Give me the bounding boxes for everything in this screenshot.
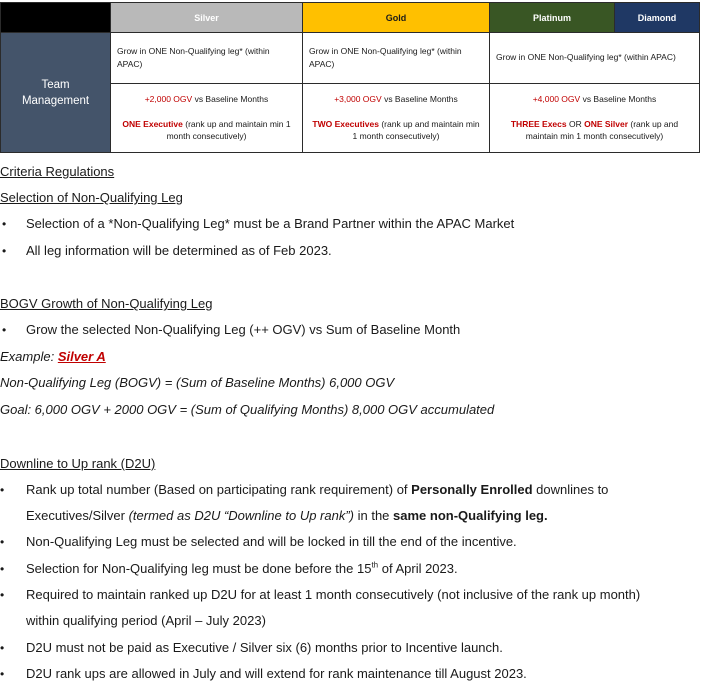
gold-ogv-cell [303,83,490,152]
platinum-exec-requirement-2: ONE Silver [584,119,629,130]
platinum-ogv-rest: vs Baseline Months [580,94,657,105]
platinum-grow-cell: Grow in ONE Non-Qualifying leg* (within APAC) [490,33,700,83]
criteria-title: Criteria Regulations [0,164,115,179]
bogv-title: BOGV Growth of Non-Qualifying Leg [0,296,213,311]
gold-grow-cell: Grow in ONE Non-Qualifying leg* (within APAC) [303,33,490,83]
example-name: Silver A [57,349,106,364]
bullet-icon: • [0,588,5,602]
example-line-1: Non-Qualifying Leg (BOGV) = (Sum of Baseline Months) 6,000 OGV [0,375,395,390]
silver-grow-cell: Grow in ONE Non-Qualifying leg* (within APAC) [111,33,303,83]
gold-ogv-value: +3,000 OGV [334,94,382,105]
d2u-b1-pre: Rank up total number (Based on participating rank requirement) of [26,482,412,497]
bullet-icon: • [2,323,7,337]
silver-ogv-rest: vs Baseline Months [192,94,269,105]
header-silver: Silver [111,3,303,33]
d2u-bullet-1-line-2 [26,508,548,524]
d2u-b1-post: downlines to [532,482,609,497]
bullet-icon: • [0,535,5,549]
gold-ogv-rest: vs Baseline Months [381,94,458,105]
d2u-b3-pre: Selection for Non-Qualifying leg must be done before the 15 [26,561,372,576]
selection-bullet-2: All leg information will be determined as of Feb 2023. [26,243,332,258]
header-diamond: Diamond [615,3,700,33]
silver-exec-requirement: ONE Executive [122,119,183,130]
bullet-icon: • [0,483,5,497]
bogv-bullet: Grow the selected Non-Qualifying Leg (++ OGV) vs Sum of Baseline Month [26,322,461,337]
table-row [1,33,700,83]
platinum-exec-rest: (rank up and maintain min 1 month consecutively) [525,119,679,142]
bullet-icon: • [0,562,5,576]
silver-ogv-value: +2,000 OGV [144,94,193,105]
d2u-b3-post: of April 2023. [378,561,458,576]
bullet-icon: • [2,217,7,231]
header-platinum: Platinum [490,3,615,33]
team-management-label [1,33,111,153]
d2u-b1-l2-pre: Executives/Silver [26,508,129,523]
gold-exec-rest: (rank up and maintain min 1 month consecutively) [352,119,480,142]
d2u-bullet-1-line-1 [26,482,608,498]
bullet-icon: • [0,641,5,655]
d2u-b1-l2-mid: in the [354,508,394,523]
platinum-exec-or: OR [566,119,585,130]
selection-title: Selection of Non-Qualifying Leg [0,190,183,205]
d2u-b3-sup: th [371,560,379,570]
d2u-b1-l2-italic: (termed as D2U “Downline to Up rank”) [128,508,354,523]
d2u-b1-l2-bold: same non-Qualifying leg. [393,508,548,523]
gold-exec-requirement: TWO Executives [312,119,379,130]
d2u-bullet-4-line-1: Required to maintain ranked up D2U for at least 1 month consecutively (not inclusive of the rank up month) [26,587,641,602]
rank-requirements-table [0,2,700,153]
table-header-row [1,3,700,33]
silver-ogv-cell [111,83,303,152]
platinum-exec-requirement-1: THREE Execs [510,119,567,130]
header-blank-cell [1,3,111,33]
silver-exec-rest: (rank up and maintain min 1 month consecutively) [166,119,291,142]
d2u-bullet-4-line-2: within qualifying period (April – July 2023) [26,613,266,628]
bullet-icon: • [2,244,7,258]
selection-bullet-1: Selection of a *Non-Qualifying Leg* must be a Brand Partner within the APAC Market [26,216,515,231]
d2u-bullet-2: Non-Qualifying Leg must be selected and will be locked in till the end of the incentive. [26,534,517,549]
d2u-b1-bold: Personally Enrolled [411,482,533,497]
d2u-bullet-6: D2U rank ups are allowed in July and will extend for rank maintenance till August 2023. [26,666,527,681]
example-label: Example: [0,349,58,364]
platinum-ogv-value: +4,000 OGV [532,94,581,105]
team-label-line2: Management [21,94,90,107]
platinum-ogv-cell [490,83,700,152]
example-line-2: Goal: 6,000 OGV + 2000 OGV = (Sum of Qualifying Months) 8,000 OGV accumulated [0,402,495,417]
header-gold: Gold [303,3,490,33]
bullet-icon: • [0,667,5,681]
team-label-line1: Team [41,78,70,91]
d2u-bullet-3 [26,561,458,577]
d2u-bullet-5: D2U must not be paid as Executive / Silver six (6) months prior to Incentive launch. [26,640,503,655]
example-line [0,349,106,365]
d2u-title: Downline to Up rank (D2U) [0,456,156,471]
